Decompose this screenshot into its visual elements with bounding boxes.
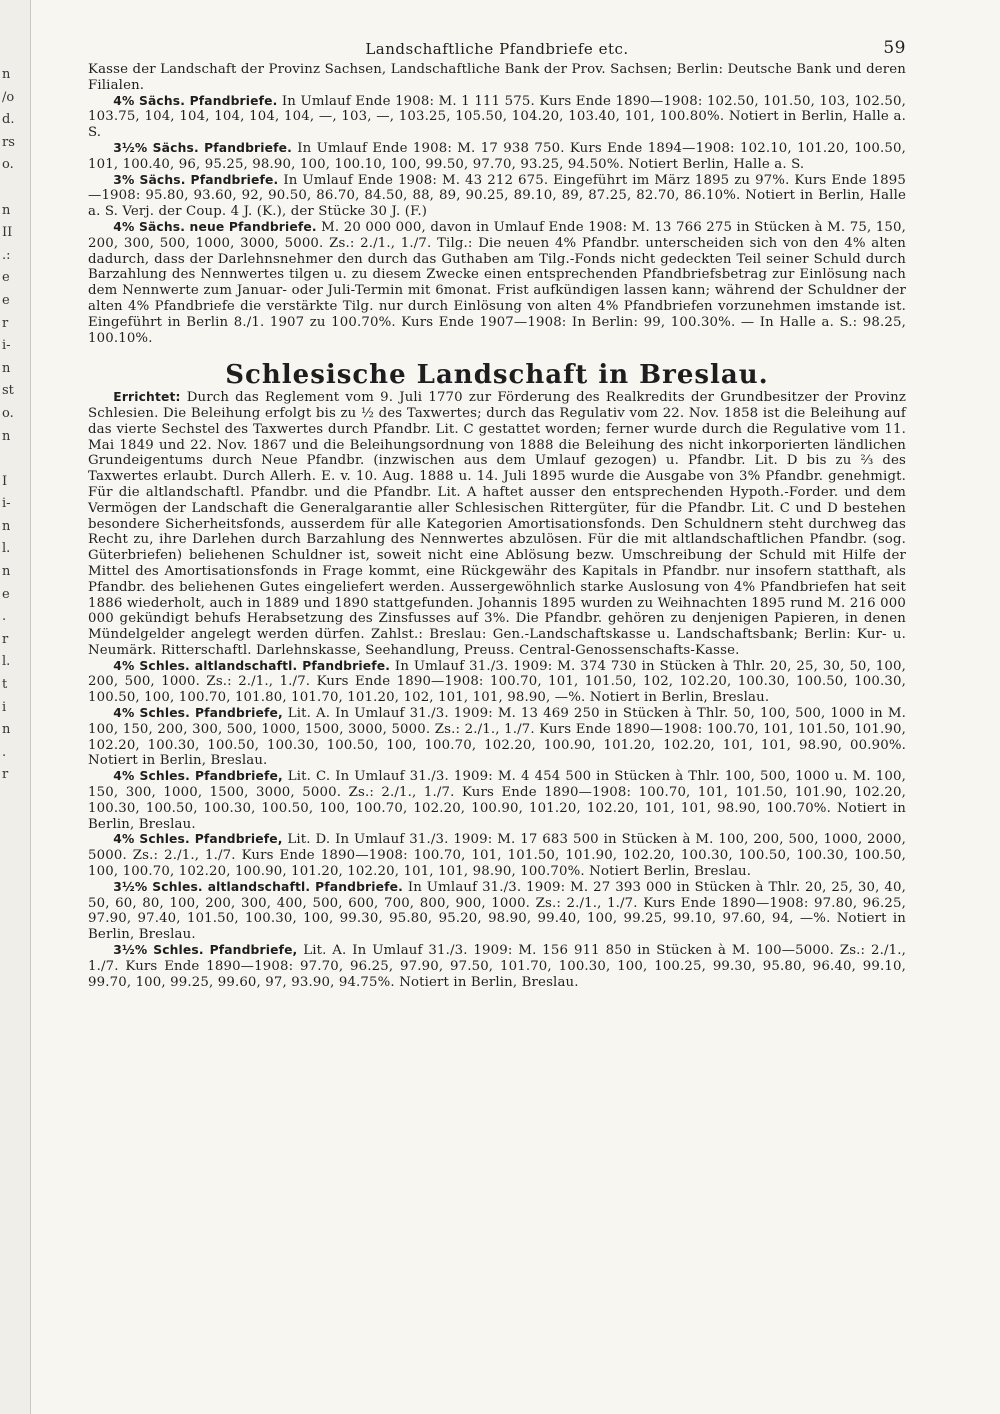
schlesien-entries (88, 659, 906, 991)
bond-entry-text: In Umlauf Ende 1908: M. 43 212 675. Eingeführt im März 1895 zu 97%. Kurs Ende 1895—1908: 95.80, 93.60, 92, 90.50, 86.70, 84.50, 88, 89, 90.25, 89.10, 89, 87.25, 82.70, 86.10%. Notiert in Berlin, Halle a. S. Verj. der Coup. 4 J. (K.), der Stücke 30 J. (F.) (88, 172, 906, 220)
margin-fragment: e (2, 292, 10, 308)
bond-entry-heading: 4% Sächs. Pfandbriefe. (113, 93, 278, 108)
bond-entry-text: In Umlauf 31./3. 1909: M. 374 730 in Stücken à Thlr. 20, 25, 30, 50, 100, 200, 500, 1000. Zs.: 2./1., 1./7. Kurs Ende 1890—1908: 100.70, 101, 101.50, 102, 102.20, 100.30, 100.50, 100.30, 100.50, 100, 100.70, 101.80, 101.70, 101.20, 102, 101, 101, 98.90, —%. Notiert in Berlin, Breslau. (88, 658, 906, 706)
margin-fragment: e (2, 270, 10, 286)
margin-fragment: r (2, 315, 9, 331)
margin-fragment: n (2, 564, 11, 580)
bond-entry (88, 173, 906, 220)
bond-entry-text: In Umlauf Ende 1908: M. 17 938 750. Kurs Ende 1894—1908: 102.10, 101.20, 100.50, 101, 100.40, 96, 95.25, 98.90, 100, 100.10, 100, 99.50, 97.70, 93.25, 94.50%. Notiert Berlin, Halle a. S. (88, 140, 906, 172)
sachsen-entries (88, 94, 906, 347)
bond-entry-heading: 3½% Schles. altlandschaftl. Pfandbriefe. (113, 879, 403, 894)
bond-entry-heading: 4% Schles. Pfandbriefe, (113, 706, 283, 721)
margin-fragment: . (2, 609, 7, 625)
margin-fragment (2, 448, 24, 471)
bond-entry-heading: 4% Schles. Pfandbriefe, (113, 769, 283, 784)
margin-fragment: r (2, 631, 9, 647)
bond-entry (88, 943, 906, 990)
bond-entry-heading: 3½% Schles. Pfandbriefe, (113, 943, 298, 958)
bond-entry-text: Lit. C. In Umlauf 31./3. 1909: M. 4 454 500 in Stücken à Thlr. 100, 500, 1000 u. M. 100, 150, 300, 1000, 1500, 3000, 5000. Zs.: 2./1., 1./7. Kurs Ende 1890—1908: 100.70, 101, 101.50, 101.90, 102.20, 100.30, 100.50, 100.30, 100.50, 100, 100.70, 102.20, 100.90, 101.20, 102.20, 101, 101, 98.90, 100.70%. Notiert in Berlin, Breslau. (88, 769, 906, 832)
bond-entry-text: Lit. D. In Umlauf 31./3. 1909: M. 17 683 500 in Stücken à M. 100, 200, 500, 1000, 2000, 5000. Zs.: 2./1., 1./7. Kurs Ende 1890—1908: 100.70, 101, 101.50, 101.90, 102.20, 100.30, 100.50, 100.30, 100.50, 100, 100.70, 102.20, 100.90, 101.20, 102.20, 101, 101, 98.90, 100.70%. Notiert Berlin, Breslau. (88, 832, 906, 880)
bond-entry-text: Lit. A. In Umlauf 31./3. 1909: M. 13 469 250 in Stücken à Thlr. 50, 100, 500, 1000 in M. 100, 150, 200, 300, 500, 1000, 1500, 3000, 5000. Zs.: 2./1., 1./7. Kurs Ende 1890—1908: 100.70, 101, 101.50, 101.90, 102.20, 100.30, 100.50, 100.30, 100.50, 100, 100.70, 102.20, 100.90, 101.20, 102.20, 101, 101, 98.90, 00.90%. Notiert in Berlin, Breslau. (88, 706, 906, 769)
bond-entry-text: M. 20 000 000, davon in Umlauf Ende 1908: M. 13 766 275 in Stücken à M. 75, 150, 200, 300, 500, 1000, 3000, 5000. Zs.: 2./1., 1./7. Tilg.: Die neuen 4% Pfandbr. unterscheiden sich von den 4% alten dadurch, dass der Darlehnsnehmer den durch das Guthaben am Tilg.-Fonds nicht gedeckten Teil seiner Schuld durch Barzahlung des Nennwertes tilgen u. zu diesem Zwecke einen entsprechenden Pfandbriefsbetrag zur Einlösung nach dem Nennwerte zum Januar- oder Juli-Termin mit 6monat. Frist aufkündigen lassen kann; während der Schuldner der alten 4% Pfandbriefe die verstärkte Tilg. nur durch Einlösung von alten 4% Pfandbriefen vorzunehmen imstande ist. Eingeführt in Berlin 8./1. 1907 zu 100.70%. Kurs Ende 1907—1908: In Berlin: 99, 100.30%. — In Halle a. S.: 98.25, 100.10%. (88, 219, 906, 346)
errichtet-label: Errichtet: (113, 390, 181, 405)
margin-fragment: i- (2, 496, 11, 512)
margin-fragment: l. (2, 541, 11, 557)
bond-entry (88, 141, 906, 173)
margin-fragment: II (2, 225, 13, 241)
bond-entry (88, 832, 906, 879)
margin-fragment: n (2, 360, 11, 376)
bond-entry (88, 659, 906, 706)
intro-paragraph: Kasse der Landschaft der Provinz Sachsen, Landschaftliche Bank der Prov. Sachsen; Berlin: Deutsche Bank und deren Filialen. (88, 62, 906, 93)
margin-fragment: rs (2, 134, 15, 150)
margin-fragment: .: (2, 247, 11, 263)
header-title: Landschaftliche Pfandbriefe etc. (365, 40, 629, 58)
bond-entry (88, 706, 906, 769)
page-number: 59 (883, 38, 906, 58)
margin-fragment: n (2, 518, 11, 534)
margin-fragment: /o (2, 89, 15, 105)
margin-fragment: n (2, 722, 11, 738)
margin-fragment: o. (2, 405, 14, 421)
bond-entry (88, 220, 906, 346)
errichtet-text: Durch das Reglement vom 9. Juli 1770 zur Förderung des Realkredits der Grundbesitzer der Provinz Schlesien. Die Beleihung erfolgt bis zu ½ des Taxwertes; durch das Regulativ vom 22. Nov. 1858 ist die Beleihung auf das vierte Sechstel des Taxwertes durch Pfandbr. Lit. C gestattet worden; ferner wurde durch die Regulative vom 11. Mai 1849 und 22. Nov. 1867 und die Beleihungsordnung von 1888 die Beleihung des nicht inkorporierten ländlichen Grundeigentums durch Neue Pfandbr. (inzwischen aus dem Umlauf gezogen) u. Pfandbr. Lit. D bis zu ⅔ des Taxwertes erlaubt. Durch Allerh. E. v. 10. Aug. 1888 u. 14. Juli 1895 wurde die Ausgabe von 3% Pfandbr. genehmigt. Für die altlandschaftl. Pfandbr. und die Pfandbr. Lit. A haftet ausser den entsprechenden Hypoth.-Forder. und dem Vermögen der Landschaft die Generalgarantie aller Schlesischen Rittergüter, für die Pfandbr. Lit. C und D bestehen besondere Sicherheitsfonds, ausserdem für alle Kategorien Amortisationsfonds. Den Schuldnern steht durchweg das Recht zu, ihre Darlehen durch Barzahlung des Nennwertes abzulösen. Für die mit altlandschaftlichen Pfandbr. (sog. Güterbriefen) beliehenen Schuldner ist, soweit nicht eine Ablösung bezw. Umschreibung der Schuld mit Hilfe der Mittel des Amortisationsfonds in Frage kommt, eine Rückgewähr des Kapitals in Pfandbr. nur insofern statthaft, als Pfandbr. des beliehenen Gutes eingeliefert werden. Aussergewöhnlich starke Auslosung von 4% Pfandbriefen hat seit 1886 wiederholt, auch in 1889 und 1890 stattgefunden. Johannis 1895 wurden zu Weihnachten 1895 rund M. 216 000 000 gekündigt behufs Herabsetzung des Zinsfusses auf 3%. Die Pfandbr. gehören zu denjenigen Papieren, in denen Mündelgelder angelegt werden dürfen. Zahlst.: Breslau: Gen.-Landschaftskasse u. Landschaftsbank; Berlin: Kur- u. Neumärk. Ritterschaftl. Darlehnskasse, Seehandlung, Preuss. Central-Genossenschafts-Kasse. (88, 390, 906, 658)
margin-fragment: n (2, 202, 11, 218)
margin-fragment (2, 177, 24, 200)
bond-entry (88, 769, 906, 832)
margin-fragment: t (2, 677, 8, 693)
margin-fragment: n (2, 428, 11, 444)
margin-fragment: d. (2, 112, 15, 128)
bond-entry-heading: 4% Schles. altlandschaftl. Pfandbriefe. (113, 658, 391, 673)
margin-fragment: i (2, 699, 7, 715)
margin-fragment: o. (2, 157, 14, 173)
margin-fragment: I (2, 473, 8, 489)
bond-entry-heading: 4% Sächs. neue Pfandbriefe. (113, 219, 317, 234)
margin-fragment: . (2, 744, 7, 760)
running-header (88, 32, 906, 62)
errichtet-paragraph (88, 390, 906, 659)
margin-fragment: n (2, 67, 11, 82)
bond-entry-heading: 3% Sächs. Pfandbriefe. (113, 172, 279, 187)
bond-entry-text: In Umlauf 31./3. 1909: M. 27 393 000 in Stücken à Thlr. 20, 25, 30, 40, 50, 60, 80, 100, 200, 300, 400, 500, 600, 700, 800, 900, 1000. Zs.: 2./1., 1./7. Kurs Ende 1890—1908: 97.80, 96.25, 97.90, 97.40, 101.50, 100.30, 100, 99.30, 95.80, 95.20, 98.90, 99.40, 100, 99.25, 99.10, 97.60, 94, —%. Notiert in Berlin, Breslau. (88, 879, 906, 943)
bond-entry-heading: 4% Schles. Pfandbriefe, (113, 832, 283, 847)
bond-entry (88, 880, 906, 943)
page-content (88, 62, 906, 990)
page (88, 32, 906, 990)
bond-entry (88, 94, 906, 141)
bond-entry-heading: 3½% Sächs. Pfandbriefe. (113, 140, 292, 155)
bond-entry-text: Lit. A. In Umlauf 31./3. 1909: M. 156 911 850 in Stücken à M. 100—5000. Zs.: 2./1., 1./7. Kurs Ende 1890—1908: 97.70, 96.25, 97.90, 97.50, 101.70, 100.30, 100, 100.25, 99.30, 95.80, 96.40, 99.10, 99.70, 100, 99.25, 99.60, 97, 93.90, 94.75%. Notiert in Berlin, Breslau. (88, 943, 906, 990)
margin-fragment: l. (2, 654, 11, 670)
margin-fragment: i- (2, 338, 11, 354)
previous-page-text-fragments (2, 64, 24, 787)
section-title: Schlesische Landschaft in Breslau. (225, 360, 769, 391)
bond-entry-text: In Umlauf Ende 1908: M. 1 111 575. Kurs Ende 1890—1908: 102.50, 101.50, 103, 102.50, 103.75, 104, 104, 104, 104, 104, —, 103, —, 103.25, 105.50, 104.20, 103.40, 101, 100.80%. Notiert in Berlin, Halle a. S. (88, 93, 906, 141)
previous-page-edge (0, 0, 31, 1414)
margin-fragment: st (2, 383, 14, 399)
margin-fragment: r (2, 767, 9, 783)
margin-fragment: e (2, 586, 10, 602)
